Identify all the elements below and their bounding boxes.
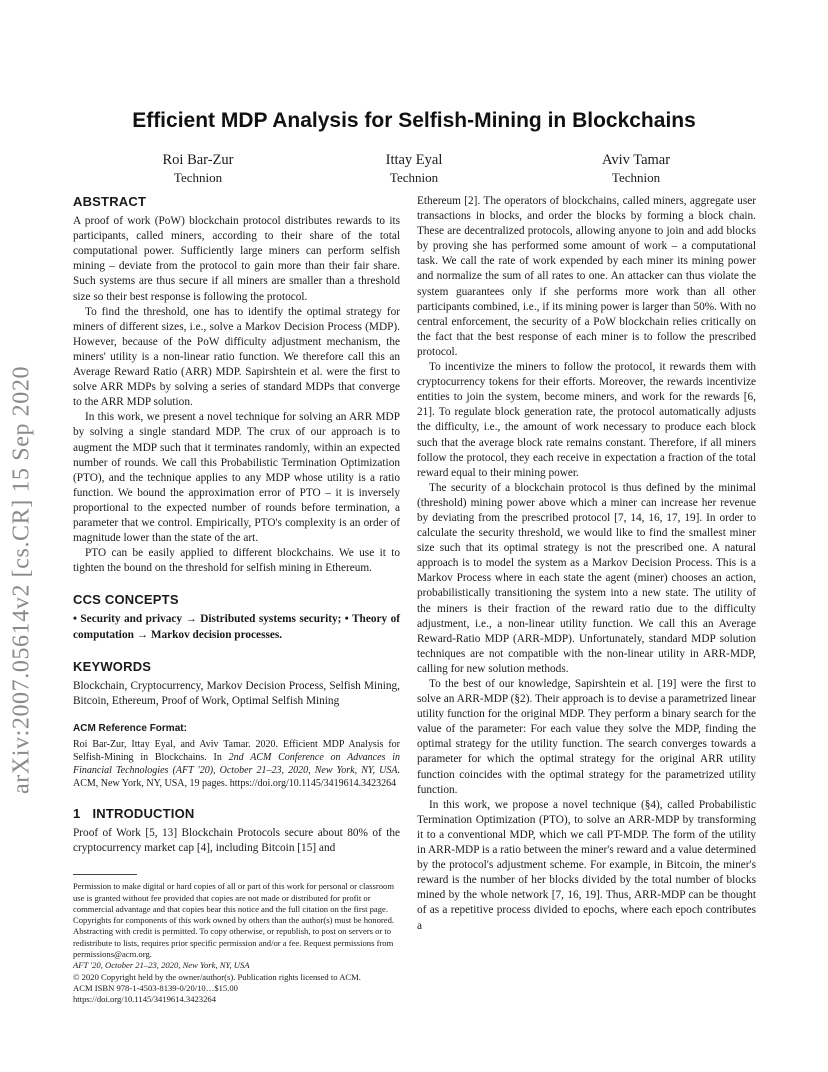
abstract-heading: ABSTRACT xyxy=(73,194,147,209)
section-title: INTRODUCTION xyxy=(92,806,195,821)
introduction-paragraph: Ethereum [2]. The operators of blockchains, called miners, aggregate user transactions in blocks, and order the blocks by forming a block chain. These are decentralized protocols, allowing anyone to join and add blocks by proving she has performed some amount of work – a computational task. We call the rate of work expended by each miner its mining power and normalize the sum of all rates to one. An attacker can thus violate the system guarantees only if she performs more work than all other participants combined, i.e., if its mining power is larger than 50%. With no central enforcement, the security of a PoW blockchain relies critically on the fact that the best response of each miner is to follow the prescribed protocol. xyxy=(417,195,756,358)
section-number: 1 xyxy=(73,806,81,821)
author-affiliation: Technion xyxy=(611,170,661,185)
right-column xyxy=(417,194,756,934)
ccs-concepts: • Security and privacy → Distributed systems security; • Theory of computation → Markov decision processes. xyxy=(73,613,400,641)
author-3 xyxy=(536,152,736,186)
abstract-paragraph: To find the threshold, one has to identify the optimal strategy for miners of different sizes, i.e., solve a Markov Decision Process (MDP). However, because of the PoW difficulty adjustment mechanism, the miners' utility is a non-linear ratio function. We therefore call this an Average Reward Ratio (ARR) MDP. Sapirshtein et al. were the first to solve ARR MDPs by solving a series of standard MDPs that converge to the ARR MDP solution. xyxy=(73,305,400,409)
author-affiliation: Technion xyxy=(173,170,223,185)
keywords-text: Blockchain, Cryptocurrency, Markov Decision Process, Selfish Mining, Bitcoin, Ethereum, Proof of Work, Optimal Selfish Mining xyxy=(73,679,400,707)
paper-title: Efficient MDP Analysis for Selfish-Mining in Blockchains xyxy=(132,109,696,132)
introduction-paragraph: To incentivize the miners to follow the protocol, it rewards them with cryptocurrency tokens for their efforts. Moreover, the rewards incentivize entities to join the system, become miners, and work for the rewards [6, 21]. To regulate block generation rate, the protocol automatically adjusts the difficulty, i.e., the amount of work necessary to produce each block such that the average block rate remains constant. Therefore, if all miners follow the protocol, they each receive in expectation a fraction of the total reward equal to their mining power. xyxy=(417,361,756,479)
conference-line: AFT '20, October 21–23, 2020, New York, NY, USA xyxy=(73,960,250,971)
author-name: Ittay Eyal xyxy=(385,152,443,168)
introduction-heading xyxy=(73,806,400,821)
reference-publisher: ACM, New York, NY, USA, 19 pages. https://doi.org/10.1145/3419614.3423264 xyxy=(73,778,397,789)
abstract-paragraph: In this work, we present a novel technique for solving an ARR MDP by solving a single standard MDP. The crux of our approach is to augment the MDP such that it terminates randomly, within an expected number of rounds. We call this Probabilistic Termination Optimization (PTO), and the technique applies to any MDP whose utility is a ratio function. We bound the approximation error of PTO – it is inversely proportional to the expected number of rounds before termination, a parameter that we control. Empirically, PTO's complexity is an order of magnitude lower than the state of the art. xyxy=(73,411,400,545)
introduction-paragraph: In this work, we propose a novel technique (§4), called Probabilistic Termination Optimization (PTO), to solve an ARR-MDP by transforming it to a conventional MDP, which we call PT-MDP. The form of the utility in ARR-MDP is a ratio between the miner's reward and a value determined by the protocol's adjustment scheme. For example, in Bitcoin, the miner's reward is the number of her blocks divided by the total number of blocks mined by the whole network [7, 16, 19]. Thus, ARR-MDP can be thought of as a repetitive process divided to epochs, where each epoch contributes a xyxy=(417,798,756,932)
reference-authors: Roi Bar-Zur, Ittay Eyal, and Aviv Tamar. 2020. Efficient MDP Analysis for Selfish-Mining in Blockchains. In xyxy=(73,739,400,763)
author-name: Roi Bar-Zur xyxy=(162,152,234,168)
abstract-paragraph: A proof of work (PoW) blockchain protocol distributes rewards to its participants, called miners, according to their share of the total computational power. Sufficiently large miners can perform selfish mining – deviate from the protocol to gain more than their fair share. Such systems are thus secure if all miners are smaller than a threshold size so their best response is following the protocol. xyxy=(73,215,400,303)
introduction-paragraph: The security of a blockchain protocol is thus defined by the minimal (threshold) mining power above which a miner can increase her revenue by deviating from the prescribed protocol [7, 14, 16, 17, 19]. In order to calculate the security threshold, we would like to find the smallest miner size such that its optimal strategy is not the prescribed one. A natural approach is to model the system as a Markov Decision Process. This is a Markov Process where in each state the agent (miner) chooses an action, probabilistically transitioning the system into a new state. The utility of the miners is their fraction of the reward ratio due to the difficulty adjustment, i.e., a non-linear utility function. We call this an Average Reward-Ratio MDP (ARR-MDP). Unfortunately, standard MDP solution techniques are not compatible with the non-linear utility in ARR-MDP, calling for new solution methods. xyxy=(417,481,756,675)
author-affiliation: Technion xyxy=(389,170,439,185)
copyright-line: © 2020 Copyright held by the owner/author(s). Publication rights licensed to ACM. xyxy=(73,971,361,982)
arxiv-identifier: arXiv:2007.05614v2 [cs.CR] 15 Sep 2020 xyxy=(8,365,35,795)
keywords-heading: KEYWORDS xyxy=(73,658,152,674)
author-name: Aviv Tamar xyxy=(601,152,671,168)
permission-footnote xyxy=(73,881,400,1005)
reference-venue: 2nd ACM Conference on Advances in Financial Technologies (AFT '20), October 21–23, 2020, New York, NY, USA. xyxy=(73,752,400,776)
author-2 xyxy=(314,152,514,186)
acm-reference-heading: ACM Reference Format: xyxy=(73,722,187,734)
permission-notice: Permission to make digital or hard copies of all or part of this work for personal or classroom use is granted without fee provided that copies are not made or distributed for profit or commercial advantage and that copies bear this notice and the full citation on the first page. Copyrights for components of this work owned by others than the author(s) must be honored. Abstracting with credit is permitted. To copy otherwise, or republish, to post on servers or to redistribute to lists, requires prior specific permission and/or a fee. Request permissions from permissions@acm.org. xyxy=(73,881,395,960)
ccs-heading: CCS CONCEPTS xyxy=(73,592,179,608)
abstract-paragraph: PTO can be easily applied to different blockchains. We use it to tighten the bound on the threshold for selfish mining in Ethereum. xyxy=(73,547,400,575)
introduction-paragraph: Proof of Work [5, 13] Blockchain Protocols secure about 80% of the cryptocurrency market cap [4], including Bitcoin [15] and xyxy=(73,827,400,855)
footnote-divider xyxy=(73,874,137,875)
introduction-paragraph: To the best of our knowledge, Sapirshtein et al. [19] were the first to solve an ARR-MDP (§2). Their approach is to devise a parametrized linear utility function for the original MDP. They perform a binary search for the value of the parameter: For each value they solve the MDP, finding the optimal strategy for the utility function. The search converges towards a parameter for which the optimal strategy for the original ARR utility function coincides with the optimal strategy for the parametrized utility function. xyxy=(417,678,756,796)
author-1 xyxy=(98,152,298,186)
doi-link[interactable]: https://doi.org/10.1145/3419614.3423264 xyxy=(73,994,216,1005)
acm-reference xyxy=(73,738,400,790)
left-column xyxy=(73,194,400,1006)
isbn-line: ACM ISBN 978-1-4503-8139-0/20/10…$15.00 xyxy=(73,982,238,993)
